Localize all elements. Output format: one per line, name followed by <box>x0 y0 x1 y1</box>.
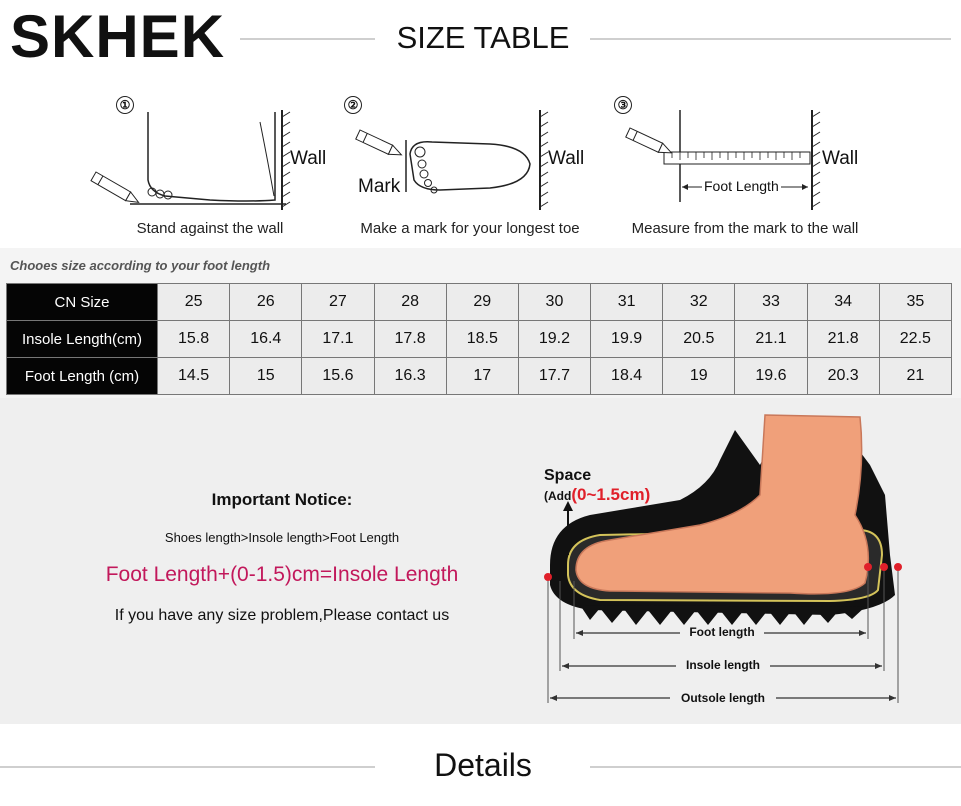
step-3-number: ③ <box>614 96 632 114</box>
header-divider-left <box>240 38 375 40</box>
outsole-length-label: Outsole length <box>670 691 776 705</box>
add-prefix: (Add <box>544 489 572 503</box>
step-1-caption: Stand against the wall <box>136 220 284 237</box>
table-cell: 15.8 <box>158 321 230 358</box>
table-cell: 20.5 <box>663 321 735 358</box>
foot-length-label: Foot length <box>680 625 764 639</box>
table-row-cn-size <box>7 284 952 321</box>
table-cell: 17.1 <box>302 321 374 358</box>
table-cell: 33 <box>735 284 807 321</box>
table-row-foot-length <box>7 358 952 395</box>
add-range: (0~1.5cm) <box>571 485 651 504</box>
shoe-tread <box>580 605 865 625</box>
table-cell: 26 <box>230 284 302 321</box>
shoe-length-diagram <box>530 405 930 720</box>
step-2-caption: Make a mark for your longest toe <box>360 220 580 237</box>
notice-contact: If you have any size problem,Please contact us <box>114 607 450 624</box>
marker-insole-heel <box>880 563 888 571</box>
table-cell: 18.5 <box>446 321 518 358</box>
table-cell: 17 <box>446 358 518 395</box>
table-cell: 21 <box>879 358 951 395</box>
table-cell: 34 <box>807 284 879 321</box>
table-cell: 21.8 <box>807 321 879 358</box>
table-cell: 18.4 <box>591 358 663 395</box>
marker-foot-heel <box>864 563 872 571</box>
notice-title: Important Notice: <box>211 490 353 509</box>
row-label: Foot Length (cm) <box>7 358 158 395</box>
table-cell: 15 <box>230 358 302 395</box>
table-cell: 21.1 <box>735 321 807 358</box>
step-3 <box>610 92 890 242</box>
step-2-mark-label: Mark <box>358 176 401 197</box>
page-title: SIZE TABLE <box>396 20 570 55</box>
table-cell: 17.7 <box>518 358 590 395</box>
add-label <box>544 485 650 505</box>
table-cell: 31 <box>591 284 663 321</box>
size-table <box>6 283 952 395</box>
size-table-hint: Chooes size according to your foot length <box>10 258 271 273</box>
table-cell: 35 <box>879 284 951 321</box>
table-cell: 17.8 <box>374 321 446 358</box>
brand-logo: SKHEK <box>10 3 226 70</box>
table-row-insole-length <box>7 321 952 358</box>
step-1-number: ① <box>116 96 134 114</box>
table-cell: 32 <box>663 284 735 321</box>
space-label: Space <box>544 467 592 484</box>
insole-length-label: Insole length <box>676 658 770 672</box>
table-cell: 16.3 <box>374 358 446 395</box>
row-label: Insole Length(cm) <box>7 321 158 358</box>
table-cell: 28 <box>374 284 446 321</box>
row-label: CN Size <box>7 284 158 321</box>
table-cell: 22.5 <box>879 321 951 358</box>
table-cell: 16.4 <box>230 321 302 358</box>
marker-outsole-toe <box>544 573 552 581</box>
step-1 <box>90 92 330 242</box>
table-cell: 15.6 <box>302 358 374 395</box>
table-cell: 27 <box>302 284 374 321</box>
marker-outsole-heel <box>894 563 902 571</box>
footer-divider-right <box>590 766 961 768</box>
notice-length-order: Shoes length>Insole length>Foot Length <box>164 530 400 545</box>
table-cell: 25 <box>158 284 230 321</box>
footer-divider-left <box>0 766 375 768</box>
details-title: Details <box>434 747 532 783</box>
table-cell: 19 <box>663 358 735 395</box>
step-3-measure-label: Foot Length <box>704 178 779 194</box>
step-2 <box>340 92 610 242</box>
table-cell: 19.2 <box>518 321 590 358</box>
table-cell: 19.6 <box>735 358 807 395</box>
table-cell: 29 <box>446 284 518 321</box>
step-3-wall-label: Wall <box>822 148 859 169</box>
table-cell: 30 <box>518 284 590 321</box>
notice-formula: Foot Length+(0-1.5)cm=Insole Length <box>105 563 459 586</box>
table-cell: 19.9 <box>591 321 663 358</box>
table-cell: 20.3 <box>807 358 879 395</box>
header-divider-right <box>590 38 951 40</box>
step-2-wall-label: Wall <box>548 148 585 169</box>
step-1-wall-label: Wall <box>290 148 327 169</box>
step-3-caption: Measure from the mark to the wall <box>631 220 859 237</box>
step-2-number: ② <box>344 96 362 114</box>
table-cell: 14.5 <box>158 358 230 395</box>
